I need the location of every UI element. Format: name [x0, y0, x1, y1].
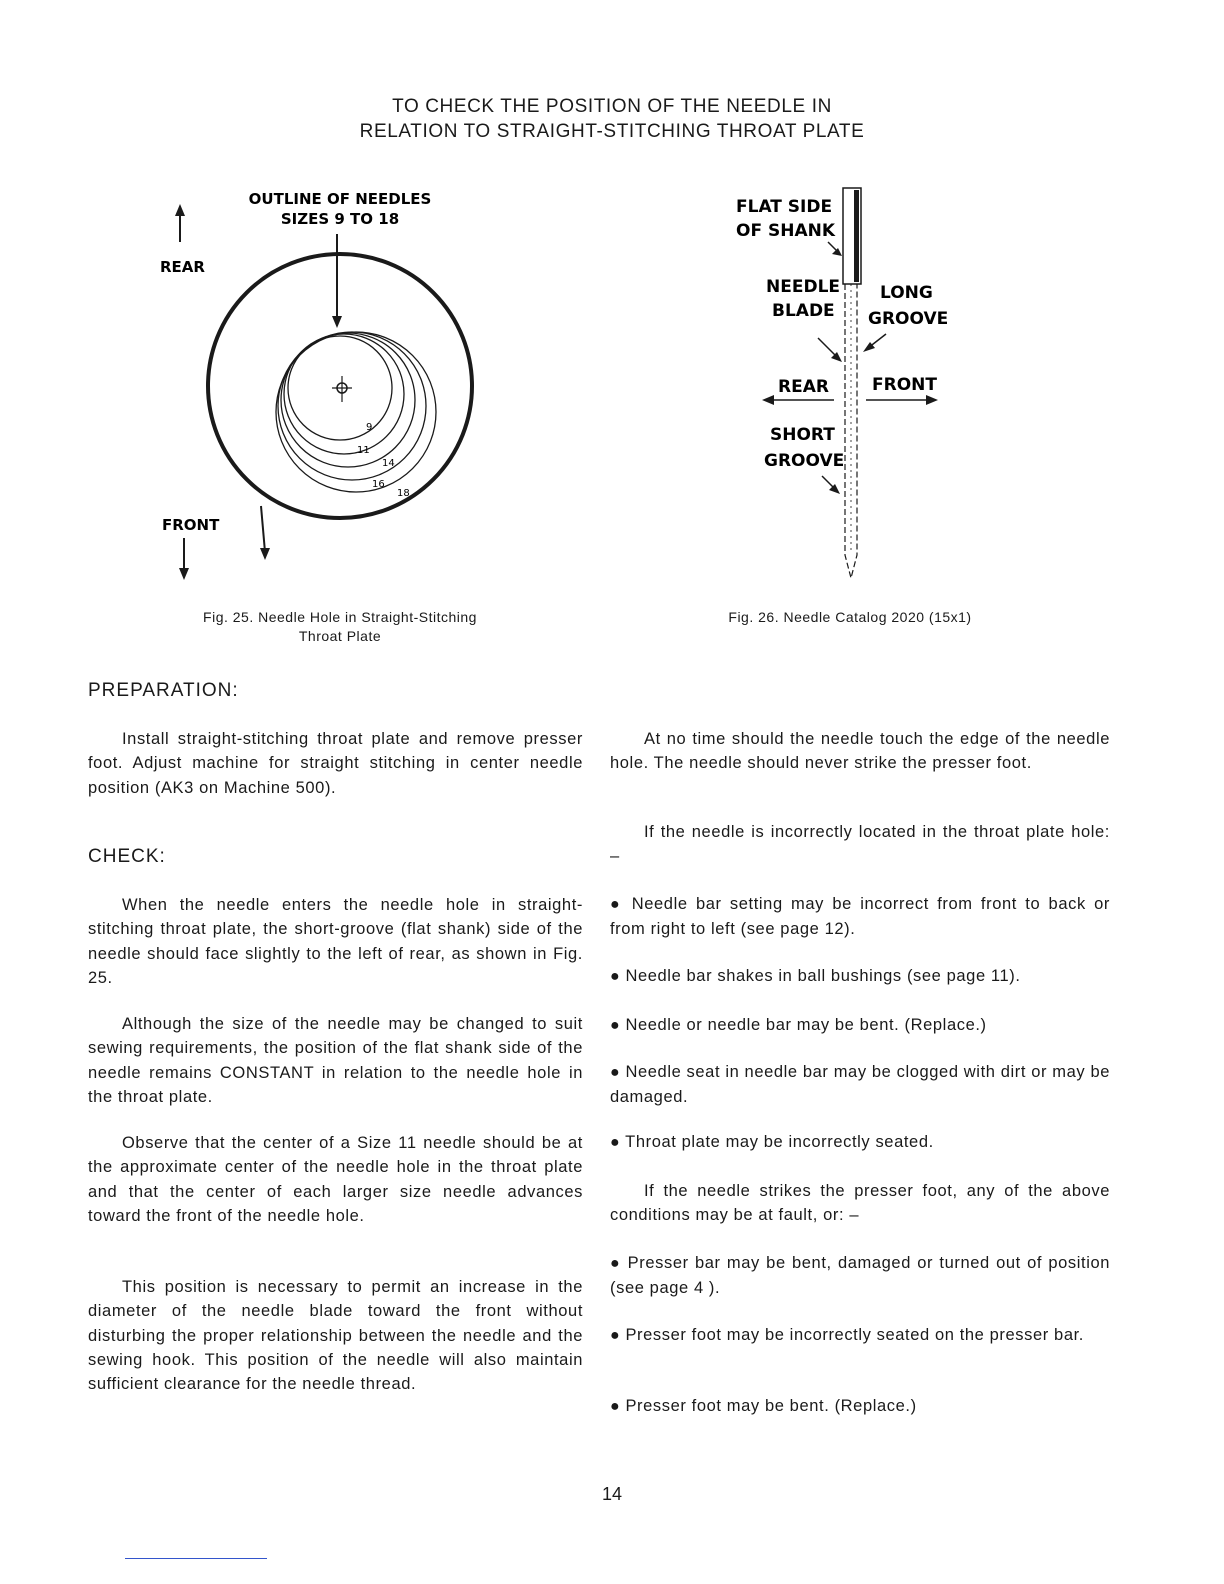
bullet-item-8	[610, 1394, 1110, 1419]
needle-outline-18	[276, 332, 436, 492]
bullet-icon: ●	[610, 1017, 621, 1034]
bullet-icon: ●	[610, 1398, 621, 1415]
fig25-caption	[150, 608, 530, 646]
check-paragraph-1: When the needle enters the needle hole in straight-stitching throat plate, the short-groove (flat shank) side of the needle should face slightly to the left of rear, as shown in Fig. 25.	[88, 896, 583, 987]
bullet-icon: ●	[610, 1327, 621, 1344]
fig26-front-label: FRONT	[872, 375, 937, 395]
size-label-18: 18	[397, 488, 410, 499]
bullet-text-3: Needle or needle bar may be bent. (Replace.)	[625, 1016, 987, 1034]
bullet-item-2	[610, 964, 1120, 989]
fig25-diagram	[150, 180, 490, 590]
page-number: 14	[601, 1484, 623, 1504]
bullet-icon: ●	[610, 1064, 621, 1081]
right-paragraph-1: At no time should the needle touch the edge of the needle hole. The needle should never strike the presser foot.	[610, 730, 1110, 773]
bottom-rule	[125, 1558, 267, 1559]
size-label-9: 9	[366, 422, 373, 433]
needle-outlines	[276, 332, 436, 492]
fig26-caption: Fig. 26. Needle Catalog 2020 (15x1)	[728, 609, 972, 625]
check-paragraph-2: Although the size of the needle may be changed to suit sewing requirements, the position of the flat shank side of the needle remains CONSTANT in relation to the needle hole in the throat plate.	[88, 1015, 583, 1106]
check-heading: CHECK:	[88, 846, 166, 867]
bullet-icon: ●	[610, 1134, 621, 1151]
fig25-front-label: FRONT	[162, 516, 220, 534]
long-groove-label-2: GROOVE	[868, 309, 949, 329]
bullet-text-8: Presser foot may be bent. (Replace.)	[625, 1397, 917, 1415]
needle-blade-label-2: BLADE	[772, 301, 835, 321]
check-paragraph-3: Observe that the center of a Size 11 needle should be at the approximate center of the needle hole in the throat plate and that the center of each larger size needle advances toward the front of the needle hole.	[88, 1134, 583, 1225]
size-label-16: 16	[372, 479, 385, 490]
size-label-11: 11	[357, 445, 370, 456]
bullet-text-6: Presser bar may be bent, damaged or turned out of position (see page 4 ).	[610, 1254, 1111, 1298]
fig25-caption-line-1: Fig. 25. Needle Hole in Straight-Stitching	[203, 609, 477, 625]
bullet-text-2: Needle bar shakes in ball bushings (see page 11).	[625, 967, 1021, 985]
short-groove-label-1: SHORT	[770, 425, 835, 445]
needle-blade-label-1: NEEDLE	[766, 277, 841, 297]
fig26-rear-label: REAR	[778, 377, 829, 397]
bullet-item-5	[610, 1130, 1110, 1155]
flat-side-label-2: OF SHANK	[736, 221, 836, 241]
right-paragraph-2: If the needle is incorrectly located in the throat plate hole: –	[610, 823, 1110, 866]
short-groove-label-2: GROOVE	[764, 451, 845, 471]
fig25-outline-label-2: SIZES 9 TO 18	[280, 210, 400, 228]
page-title	[0, 94, 1224, 144]
bullet-item-7	[610, 1323, 1110, 1348]
title-line-1: TO CHECK THE POSITION OF THE NEEDLE IN	[392, 96, 832, 117]
bullet-item-6	[610, 1251, 1110, 1301]
bullet-icon: ●	[610, 896, 624, 913]
preparation-text: Install straight-stitching throat plate and remove presser foot. Adjust machine for straight stitching in center needle position (AK3 on Machine 500).	[88, 730, 583, 797]
right-paragraph-3: If the needle strikes the presser foot, any of the above conditions may be at fault, or: –	[610, 1182, 1110, 1225]
bullet-icon: ●	[610, 1255, 622, 1272]
long-groove-label-1: LONG	[880, 283, 933, 303]
bullet-item-4	[610, 1060, 1110, 1110]
fig25-caption-line-2: Throat Plate	[298, 628, 382, 644]
bullet-text-5: Throat plate may be incorrectly seated.	[625, 1133, 934, 1151]
bullet-text-1: Needle bar setting may be incorrect from front to back or from right to left (see page 12).	[610, 895, 1110, 939]
title-line-2: RELATION TO STRAIGHT-STITCHING THROAT PLATE	[359, 121, 865, 142]
bullet-item-1	[610, 892, 1110, 942]
bullet-text-7: Presser foot may be incorrectly seated on the presser bar.	[625, 1326, 1084, 1344]
flat-side-label-1: FLAT SIDE	[736, 197, 833, 217]
fig25-outline-label-1: OUTLINE OF NEEDLES	[248, 190, 432, 208]
bullet-item-3	[610, 1013, 1110, 1038]
preparation-heading: PREPARATION:	[88, 680, 239, 701]
fig25-rear-label: REAR	[160, 258, 205, 276]
size-label-14: 14	[382, 458, 395, 469]
fig26-diagram	[730, 180, 960, 585]
check-paragraph-4: This position is necessary to permit an increase in the diameter of the needle blade toward the front without disturbing the proper relationship between the needle and the sewing hook. This position of the needle will also maintain sufficient clearance for the needle thread.	[88, 1278, 583, 1394]
bullet-text-4: Needle seat in needle bar may be clogged with dirt or may be damaged.	[610, 1063, 1111, 1107]
bullet-icon: ●	[610, 968, 621, 985]
